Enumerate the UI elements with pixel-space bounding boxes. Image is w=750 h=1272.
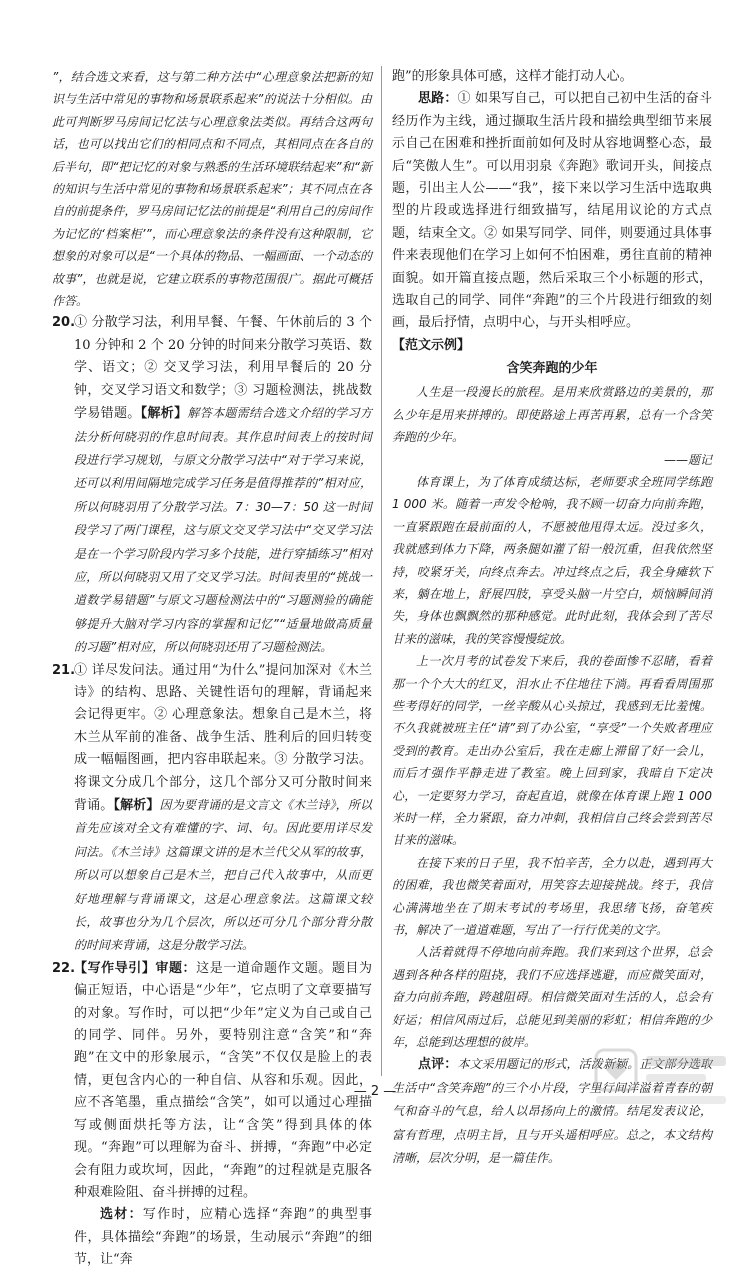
question-number: 21. (52, 662, 76, 678)
thinking-section (392, 88, 712, 334)
right-column (392, 66, 712, 1166)
essay-paragraph: 上一次月考的试卷发下来后，我的卷面惨不忍睹，看着那一个个大大的红叉，泪水止不住地往下淌。再看看周围那些考得好的同学，一丝辛酸从心头掠过，我感到无比羞愧。不久我就被班主任“请”到了办公室，“享受”一个失败者理应受到的教育。走出办公室后，我在走廊上滞留了好一会儿，而后才强作平静走进了教室。晚上回到家，我暗自下定决心，一定要努力学习，奋起直追，就像在体育课上跑 1 000 米时一样，全力紧跟，奋力冲刺，我相信自己终会尝到苦尽甘来的滋味。 (392, 654, 712, 848)
column-divider (381, 66, 382, 1076)
essay-paragraph: 体育课上，为了体育成绩达标，老师要求全班同学练跑 1 000 米。随着一声发令枪响，我不顾一切奋力向前奔跑，一直紧跟跑在最前面的人，不愿被他甩得太远。没过多久，我就感到体力下降，两条腿如灌了铅一般沉重，但我依然坚持，咬紧牙关，向终点奔去。冲过终点之后，我全身瘫软下来，躺在地上，舒展四肢，享受头脑一片空白，烦恼瞬间消失，身体也飘飘然的那种感觉。此时此刻，我体会到了苦尽甘来的滋味，我的笑容慢慢绽放。 (392, 474, 712, 646)
guide-material (74, 1204, 372, 1271)
answer-text (74, 660, 372, 958)
essay-paragraph: 在接下来的日子里，我不怕辛苦，全力以赴，遇到再大的困难，我也微笑着面对，用笑容去迎接挑战。终于，我信心满满地坐在了期末考试的考场里，我思绪飞扬，奋笔疾书，解决了一道道难题，写出了一行行优美的文字。 (392, 855, 712, 938)
comment-tag: 点评： (418, 1057, 458, 1073)
comment-body: 本文采用题记的形式，活泼新颖。正文部分选取生活中“含笑奔跑”的三个小片段，字里行间洋溢着青春的朝气和奋斗的气息，给人以昂扬向上的激情。结尾发表议论，富有哲理，点明主旨，且与开头遥相呼应。总之，本文结构清晰，层次分明，是一篇佳作。 (392, 1057, 712, 1166)
essay-title: 含笑奔跑的少年 (506, 361, 598, 377)
watermark-logo (588, 1042, 738, 1112)
guide-tag: 【写作导引】审题： (74, 960, 197, 976)
essay-epigraph: 人生是一段漫长的旅程。是用来欣赏路边的美景的，那么少年是用来拼搏的。即使路途上再苦再累，总有一个含笑奔跑的少年。 (392, 385, 712, 445)
thinking-body: ① 如果写自己，可以把自己初中生活的奋斗经历作为主线，通过撷取生活片段和描绘典型细节来展示自己在困难和挫折面前如何及时从容地调整心态，最后“笑傲人生”。可以用羽泉《奔跑》歌词开头，间接点题，引出主人公——“我”，接下来以学习生活中选取典型的片段或选择进行细致描写，结尾用议论的方式点题，结束全文。② 如果写同学、同伴，则要通过具体事件来表现他们在学习上如何不怕困难，勇往直前的精神面貌。如开篇直接点题，然后采取三个小标题的形式，选取自己的同学、同伴“奔跑”的三个片段进行细致的刻画，最后抒情，点明中心，与开头相呼应。 (392, 91, 712, 331)
left-column (52, 66, 372, 1268)
analysis-body: 因为要背诵的是文言文《木兰诗》，所以首先应该对全文有难懂的字、词、句。因此要用详尽发问法。《木兰诗》这篇课文讲的是木兰代父从军的故事，所以可以想象自己是木兰，把自己代入故事中，从而更好地理解与背诵课文，这是心理意象法。这篇课文较长，故事也分为几个层次，所以还可分几个部分背分散的时间来背诵，这是分散学习法。 (74, 798, 372, 953)
question-21 (52, 660, 372, 958)
continued-analysis: ”，结合选文来看，这与第二种方法中“心理意象法把新的知识与生活中常见的事物和场景联系起来”的说法十分相似。由此可判断罗马房间记忆法与心理意象法类似。再结合这两句话，也可以找出它们的相同点和不同点，其相同点在各自的后半句，即“把记忆的对象与熟悉的生活环境联结起来”和“新的知识与生活中常见的事物和场景联系起来”；其不同点在各自的前提条件，罗马房间记忆法的前提是“利用自己的房间作为记忆的‘档案柜’”，而心理意象法的条件没有这种限制，它想象的对象可以是“一个具体的物品、一幅画面、一个动态的故事”，也就是说，它建立联系的事物范围很广。据此可概括作答。 (52, 70, 372, 309)
analysis-tag: 【解析】 (140, 406, 188, 422)
answer-body: ① 分散学习法，利用早餐、午餐、午休前后的 3 个 10 分钟和 2 个 20 分钟的时间来分散学习英语、数学、语文；② 交叉学习法，利用早餐后的 20 分钟，交叉学习语文和数学；③ 习题检测法，挑战数学易错题。 (74, 315, 372, 422)
question-number: 20. (52, 315, 76, 331)
writing-guide (74, 958, 372, 1272)
essay-paragraph: 人活着就得不停地向前奔跑。我们来到这个世界，总会遇到各种各样的阻挠，我们不应选择逃避，而应微笑面对，奋力向前奔跑，跨越阻碍。相信微笑面对生活的人，总会有好运；相信风雨过后，总能见到美丽的彩虹；相信奔跑的少年，总能到达理想的彼岸。 (392, 945, 712, 1050)
analysis-body: 解答本题需结合选文介绍的学习方法分析何晓羽的作息时间表。其作息时间表上的按时间段进行学习规划，与原文分散学习法中“对于学习来说，还可以利用间隔地完成学习任务是值得推荐的”相对应，所以何晓羽用了分散学习法。7：30—7：50 这一时间段学习了两门课程，这与原文交叉学习法中“交叉学习法是在一个学习阶段内学习多个技能，进行穿插练习”相对应，所以何晓羽又用了交叉学习法。时间表里的“挑战一道数学易错题”与原文习题检测法中的“习题测验的确能够提升大脑对学习内容的掌握和记忆”“适量地做高质量的习题”相对应，所以何晓羽还用了习题检测法。 (74, 406, 372, 655)
page-body (52, 66, 712, 1268)
continued-material: 跑”的形象具体可感，这样才能打动人心。 (392, 69, 633, 84)
answer-body: ① 详尽发问法。通过用“为什么”提问加深对《木兰诗》的结构、思路、关键性语句的理解，背诵起来会记得更牢。② 心理意象法。想象自己是木兰，将木兰从军前的准备、战争生活、胜利后的回归转变成一幅幅图画，把内容串联起来。③ 分散学习法。将课文分成几个部分，这几个部分又可分散时间来背诵。 (74, 662, 372, 813)
question-22 (52, 958, 372, 1272)
sample-essay-tag: 【范文示例】 (392, 337, 471, 353)
material-body: 写作时，应精心选择“奔跑”的典型事件，具体描绘“奔跑”的场景，生动展示“奔跑”的细节，让“奔 (74, 1207, 372, 1268)
analysis-tag: 【解析】 (113, 798, 160, 813)
guide-review (74, 958, 372, 1204)
guide-body: 这是一道命题作文题。题目为偏正短语，中心语是“少年”，它点明了文章要描写的对象。写作时，可以把“少年”定义为自己或自己的同学、同伴。另外，要特别注意“含笑”和“奔跑”在文中的形象展示，“含笑”不仅仅是脸上的表情，更包含内心的一种自信、从容和乐观。因此，应不吝笔墨，重点描绘“含笑”，如可以通过心理描写或侧面烘托等方法，让“含笑”得到具体的体现。“奔跑”可以理解为奋斗、拼搏，“奔跑”中必定会有阻力或坎坷，因此，“奔跑”的过程就是克服各种艰难险阻、奋斗拼搏的过程。 (74, 960, 372, 1200)
answer-text (74, 312, 372, 659)
question-20 (52, 312, 372, 659)
page-number: — 2 — (353, 1084, 397, 1099)
material-tag: 选材： (100, 1207, 143, 1223)
epigraph-signature: ——题记 (663, 452, 712, 467)
question-number: 22. (52, 960, 76, 976)
thinking-tag: 思路： (418, 91, 458, 107)
